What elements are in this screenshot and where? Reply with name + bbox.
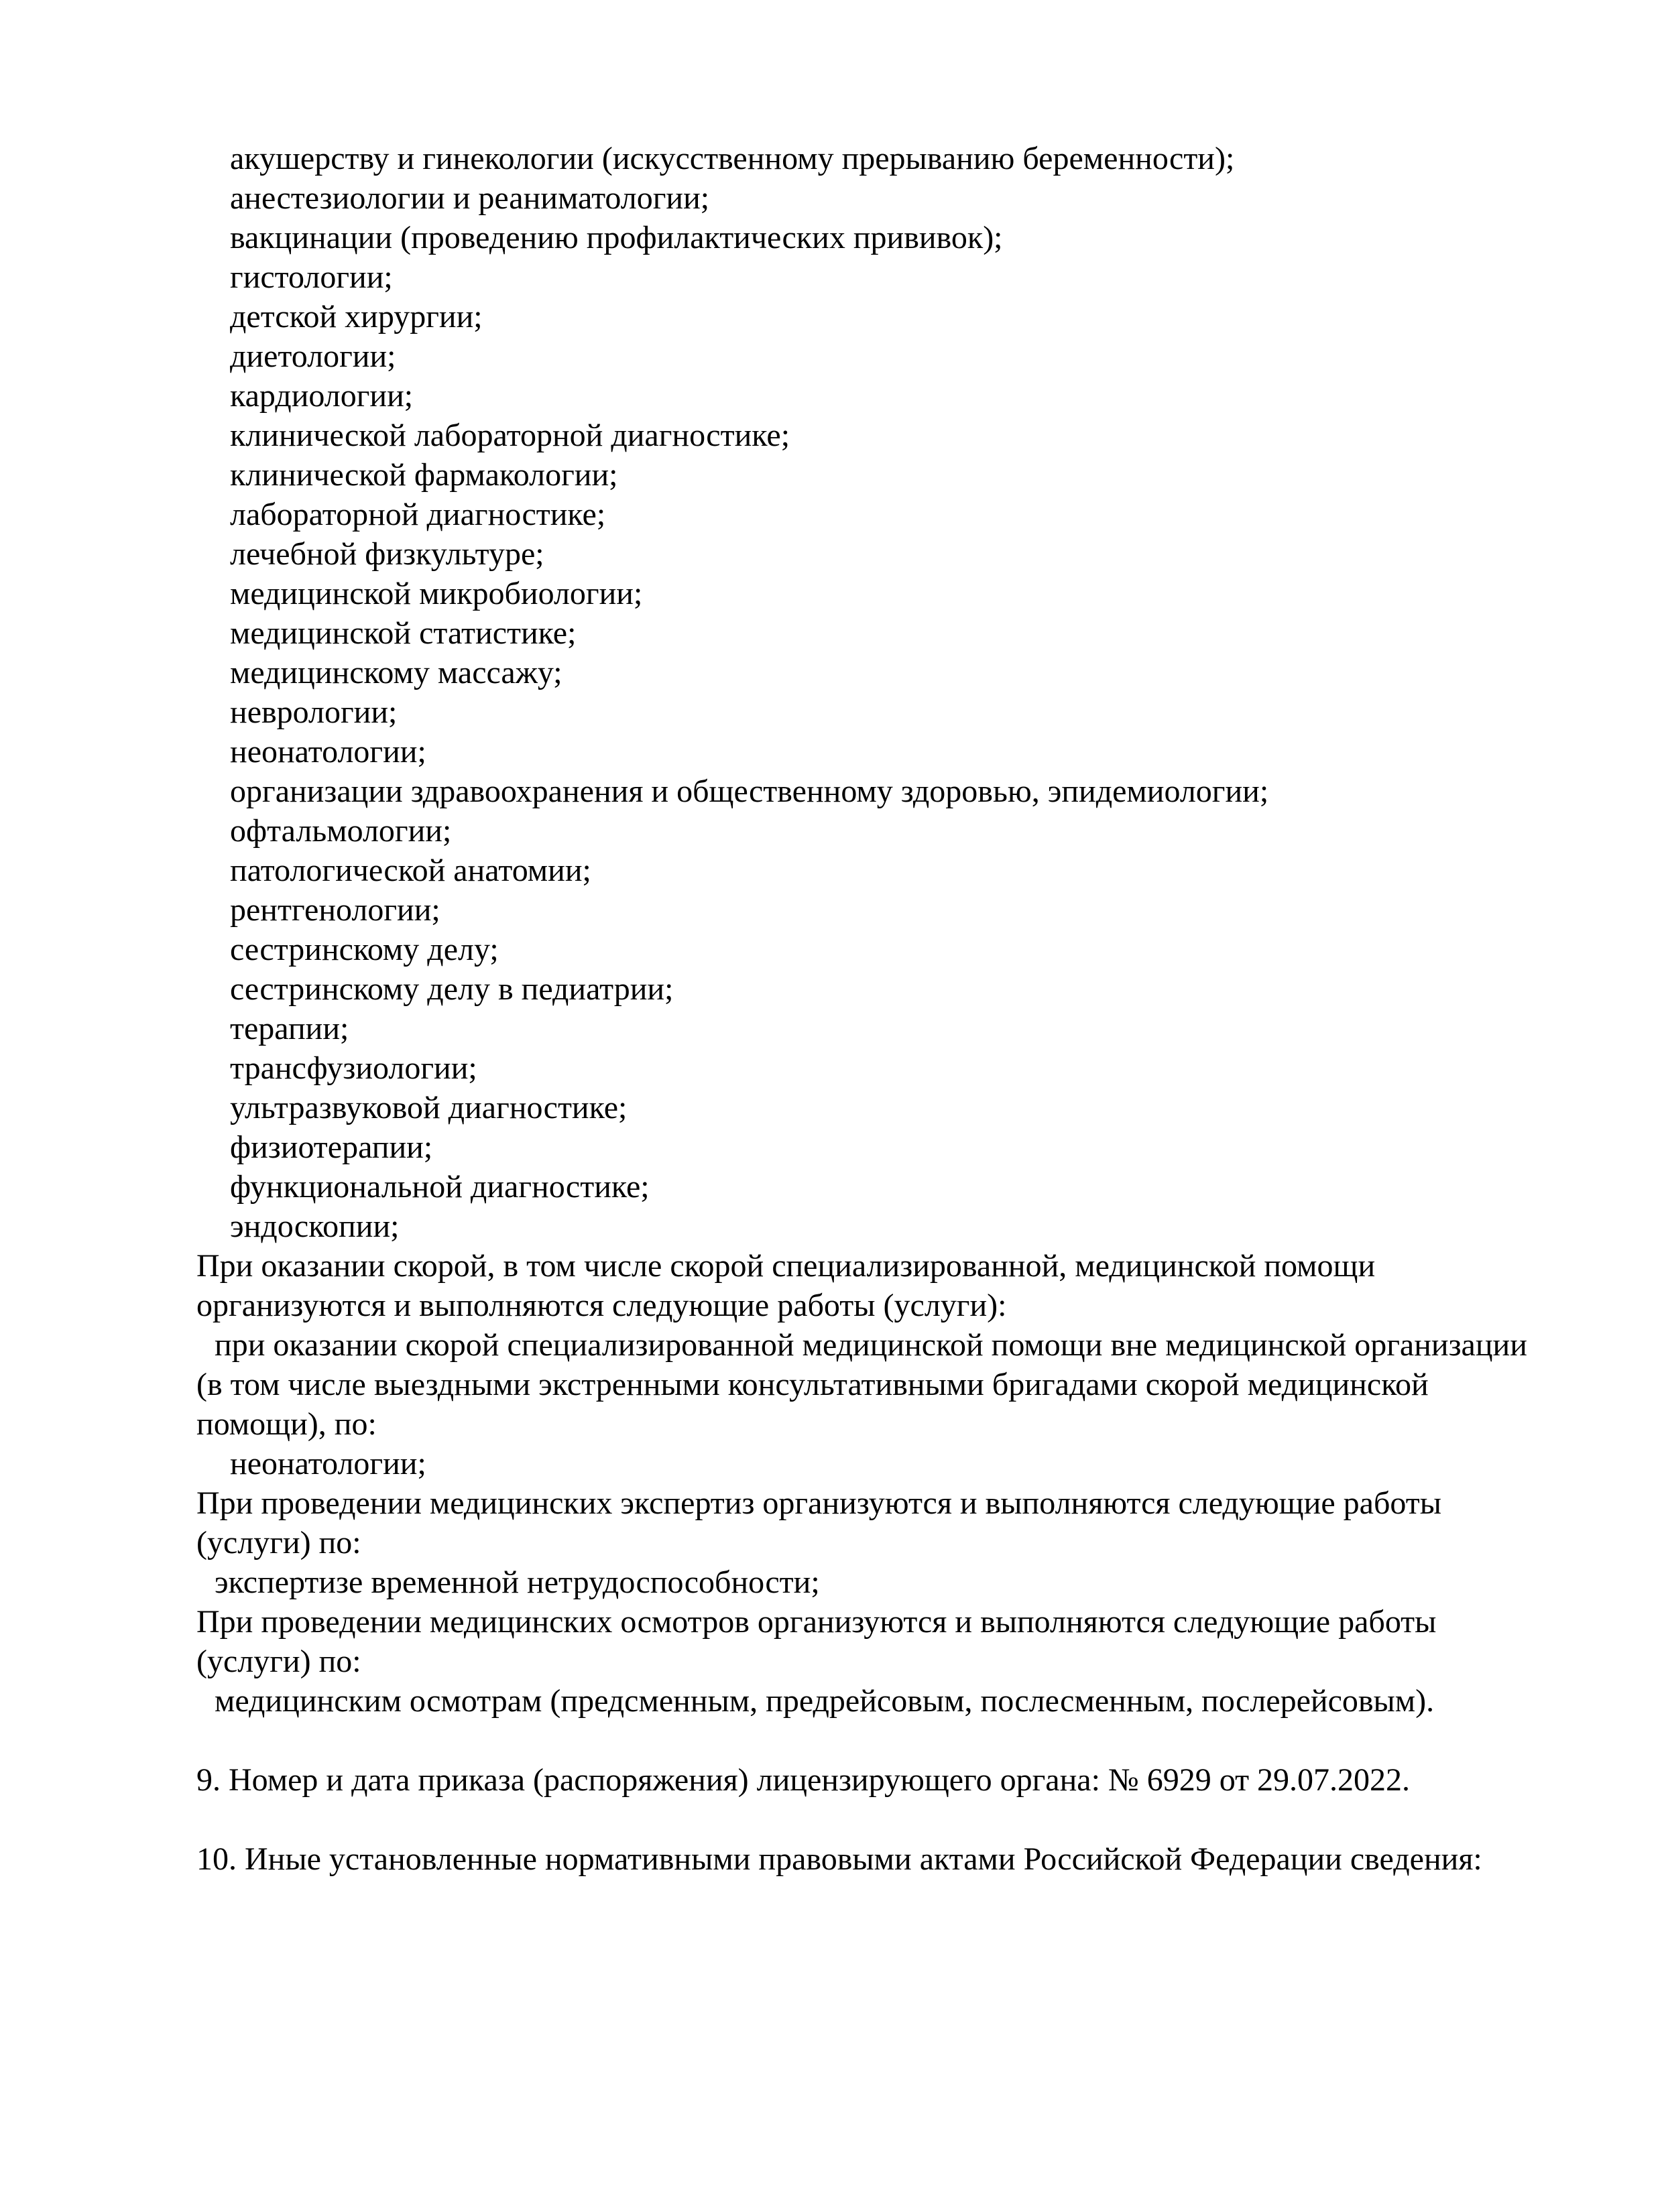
expertise-section bbox=[196, 1483, 1604, 1602]
specialties-list bbox=[196, 139, 1604, 1246]
list-item: сестринскому делу; bbox=[230, 932, 499, 967]
section-heading: (услуги) по: bbox=[196, 1525, 361, 1560]
spacer bbox=[196, 1721, 1604, 1760]
section-heading: (услуги) по: bbox=[196, 1644, 361, 1679]
list-item: ультразвуковой диагностике; bbox=[230, 1090, 628, 1125]
list-item: организации здравоохранения и общественному здоровью, эпидемиологии; bbox=[230, 774, 1269, 809]
list-item: кардиологии; bbox=[230, 378, 414, 414]
list-item: эндоскопии; bbox=[230, 1209, 400, 1244]
order-number-item: 9. Номер и дата приказа (распоряжения) лицензирующего органа: № 6929 от 29.07.2022. bbox=[196, 1762, 1411, 1798]
list-item: медицинским осмотрам (предсменным, предрейсовым, послесменным, послерейсовым). bbox=[215, 1683, 1435, 1719]
document-body bbox=[196, 139, 1604, 1879]
list-item: функциональной диагностике; bbox=[230, 1169, 650, 1205]
examinations-section bbox=[196, 1602, 1604, 1721]
list-item: сестринскому делу в педиатрии; bbox=[230, 971, 674, 1007]
list-item: рентгенологии; bbox=[230, 892, 440, 928]
list-item: экспертизе временной нетрудоспособности; bbox=[215, 1564, 820, 1600]
spacer bbox=[196, 1800, 1604, 1839]
list-item: неврологии; bbox=[230, 694, 398, 730]
section-heading: организуются и выполняются следующие работы (услуги): bbox=[196, 1288, 1007, 1323]
list-item: вакцинации (проведению профилактических прививок); bbox=[230, 220, 1003, 255]
list-item: медицинской статистике; bbox=[230, 615, 577, 651]
list-item: офтальмологии; bbox=[230, 813, 452, 849]
list-item: медицинской микробиологии; bbox=[230, 576, 643, 611]
section-heading: При проведении медицинских экспертиз организуются и выполняются следующие работы bbox=[196, 1485, 1441, 1521]
subsection-heading: помощи), по: bbox=[196, 1406, 377, 1442]
emergency-care-section bbox=[196, 1246, 1604, 1483]
list-item: лечебной физкультуре; bbox=[230, 536, 544, 572]
section-heading: При оказании скорой, в том числе скорой специализированной, медицинской помощи bbox=[196, 1248, 1376, 1284]
list-item: детской хирургии; bbox=[230, 299, 483, 334]
list-item: физиотерапии; bbox=[230, 1129, 433, 1165]
list-item: анестезиологии и реаниматологии; bbox=[230, 180, 710, 216]
list-item: неонатологии; bbox=[230, 1446, 426, 1481]
list-item: акушерству и гинекологии (искусственному прерыванию беременности); bbox=[230, 141, 1235, 176]
list-item: трансфузиологии; bbox=[230, 1050, 477, 1086]
list-item: терапии; bbox=[230, 1011, 349, 1046]
list-item: клинической лабораторной диагностике; bbox=[230, 418, 790, 453]
other-info-item: 10. Иные установленные нормативными правовыми актами Российской Федерации сведения: bbox=[196, 1841, 1482, 1877]
list-item: неонатологии; bbox=[230, 734, 426, 770]
subsection-heading: при оказании скорой специализированной медицинской помощи вне медицинской организации bbox=[215, 1327, 1527, 1363]
list-item: диетологии; bbox=[230, 339, 396, 374]
list-item: лабораторной диагностике; bbox=[230, 497, 606, 532]
subsection-heading: (в том числе выездными экстренными консультативными бригадами скорой медицинской bbox=[196, 1367, 1429, 1402]
list-item: патологической анатомии; bbox=[230, 853, 591, 888]
list-item: медицинскому массажу; bbox=[230, 655, 562, 690]
list-item: клинической фармакологии; bbox=[230, 457, 618, 493]
list-item: гистологии; bbox=[230, 259, 393, 295]
section-heading: При проведении медицинских осмотров организуются и выполняются следующие работы bbox=[196, 1604, 1437, 1640]
